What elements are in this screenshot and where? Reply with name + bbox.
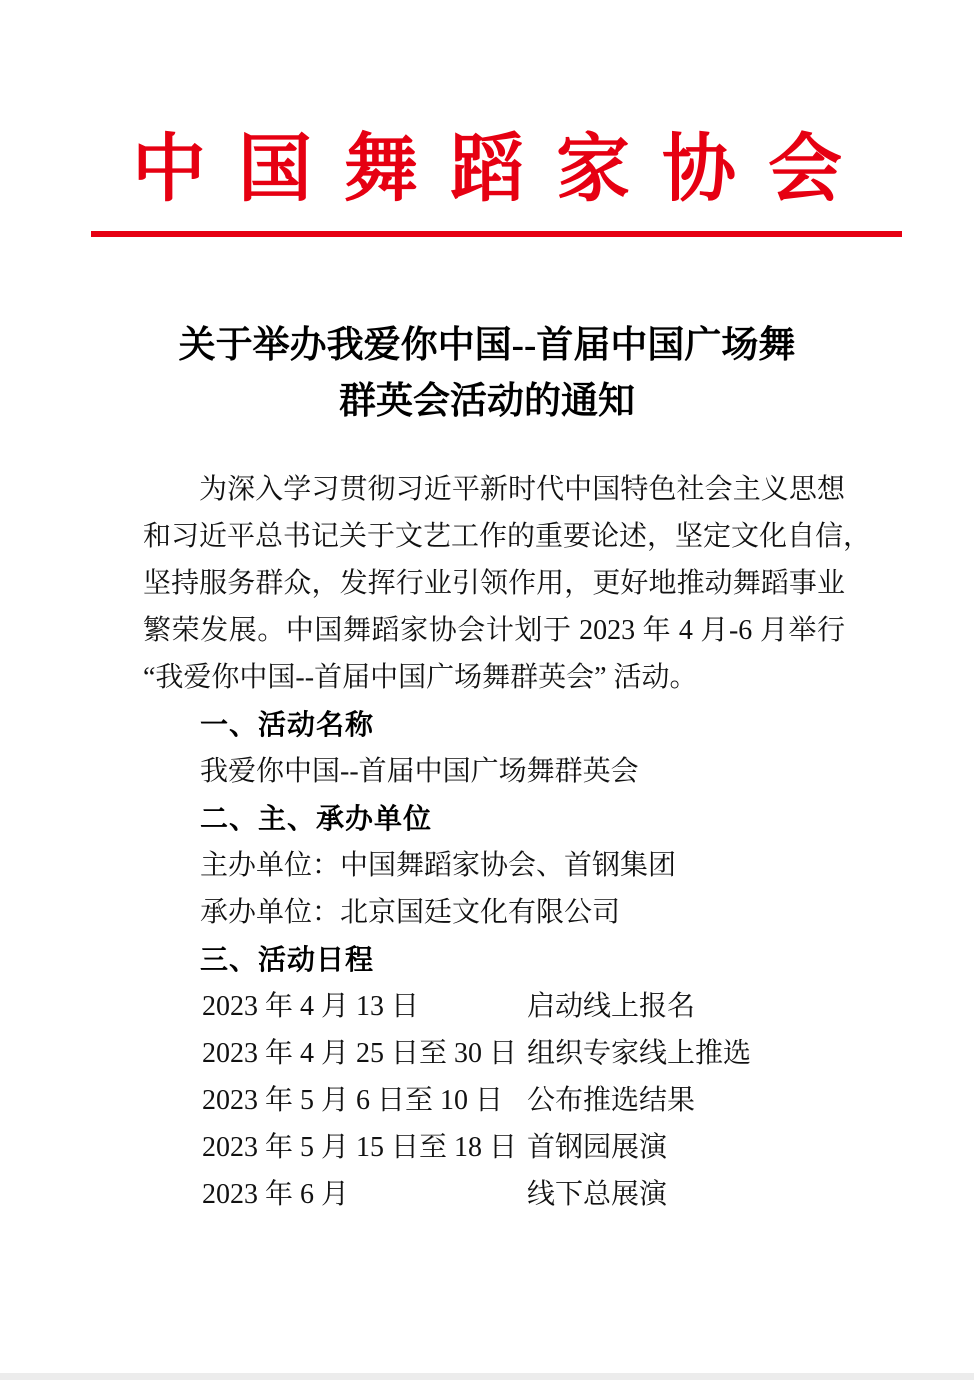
activity-name-line: 我爱你中国--首届中国广场舞群英会	[200, 756, 639, 787]
schedule-row	[143, 1171, 845, 1218]
masthead-divider-rule	[91, 231, 902, 237]
intro-paragraph-line: 为深入学习贯彻习近平新时代中国特色社会主义思想	[199, 474, 845, 505]
schedule-row	[143, 1124, 845, 1171]
schedule-row	[143, 1077, 845, 1124]
page-bottom-edge	[0, 1373, 974, 1380]
document-title-line1: 关于举办我爱你中国--首届中国广场舞	[178, 325, 796, 366]
host-unit-line: 主办单位：中国舞蹈家协会、首钢集团	[200, 850, 677, 881]
schedule-event: 启动线上报名	[527, 991, 696, 1022]
schedule-row	[143, 1030, 845, 1077]
intro-paragraph-line: “我爱你中国--首届中国广场舞群英会” 活动。	[143, 662, 698, 693]
schedule-event: 线下总展演	[527, 1179, 668, 1210]
document-title-line2: 群英会活动的通知	[339, 381, 635, 422]
document-body	[143, 466, 872, 1218]
schedule-event: 首钢园展演	[527, 1132, 668, 1163]
document-title	[0, 318, 974, 430]
schedule-date: 2023 年 5 月 15 日至 18 日	[202, 1132, 518, 1163]
intro-paragraph-line: 和习近平总书记关于文艺工作的重要论述，坚定文化自信，	[143, 521, 872, 552]
intro-paragraph-line: 坚持服务群众，发挥行业引领作用，更好地推动舞蹈事业	[143, 568, 845, 599]
schedule-event: 组织专家线上推选	[527, 1038, 752, 1069]
schedule-date: 2023 年 4 月 25 日至 30 日	[202, 1038, 518, 1069]
section-3-heading: 三、活动日程	[200, 944, 375, 975]
schedule-date: 2023 年 6 月	[202, 1179, 350, 1210]
org-masthead: 中国舞蹈家协会	[132, 129, 874, 211]
schedule-event: 公布推选结果	[527, 1085, 696, 1116]
schedule-date: 2023 年 5 月 6 日至 10 日	[202, 1085, 504, 1116]
section-2-heading: 二、主、承办单位	[200, 803, 433, 834]
organizer-unit-line: 承办单位：北京国廷文化有限公司	[200, 897, 621, 928]
section-1-heading: 一、活动名称	[200, 709, 375, 740]
schedule-row	[143, 983, 845, 1030]
intro-paragraph-line: 繁荣发展。中国舞蹈家协会计划于 2023 年 4 月-6 月举行	[143, 615, 845, 646]
schedule-date: 2023 年 4 月 13 日	[202, 991, 420, 1022]
